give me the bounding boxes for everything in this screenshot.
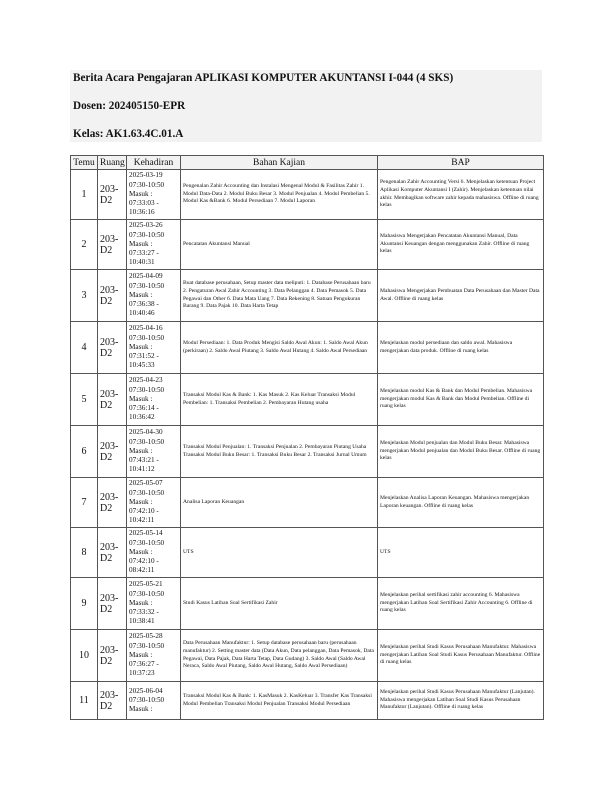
bap-cell: UTS <box>378 528 544 578</box>
kehadiran-line: 07:30-10:50 <box>129 695 165 704</box>
ruang-cell: 203-D2 <box>98 220 127 270</box>
kehadiran-line: Masuk : <box>129 189 153 198</box>
table-row <box>71 270 544 322</box>
kehadiran-line: 2025-05-14 <box>129 529 163 538</box>
kehadiran-line: Masuk : <box>129 239 153 248</box>
kehadiran-cell <box>127 270 181 322</box>
temu-cell: 9 <box>71 578 98 630</box>
kehadiran-line: 07:33:27 - <box>129 249 159 258</box>
kehadiran-line: 07:31:52 - <box>129 352 159 361</box>
kehadiran-line: 07:30-10:50 <box>129 641 165 650</box>
ruang-cell: 203-D2 <box>98 322 127 374</box>
bap-cell: Menjelaskan perihal sertifikasi zahir accounting 6. Mahasiswa mengerjakan Latihan Soal Sertifikasi Zahir Accounting 6. Offline di ruang kelas <box>378 578 544 630</box>
kehadiran-line: Masuk : <box>129 342 153 351</box>
bap-cell: Pengenalan Zahir Accounting Versi 6. Menjelaskan ketentuan Project Aplikasi Komputer Akuntansi I (Zahir). Menjelaskan ketentuan nilai akhir. Membagikan software zahir kepada mahasiswa. Offline di ruang kelas <box>378 170 544 220</box>
kehadiran-line: 10:40:31 <box>129 258 155 267</box>
kehadiran-line: Masuk : <box>129 394 153 403</box>
kehadiran-line: 2025-05-28 <box>129 632 163 641</box>
bahan-kajian-cell: UTS <box>181 528 378 578</box>
temu-cell: 1 <box>71 170 98 220</box>
kehadiran-line: 2025-04-16 <box>129 324 163 333</box>
kehadiran-line: 10:45:33 <box>129 361 155 370</box>
ruang-cell: 203-D2 <box>98 682 127 720</box>
table-row <box>71 322 544 374</box>
bap-cell: Menjelaskan Analisa Laporan Keuangan. Mahasiswa mengerjakan Laporan keuangan. Offline di ruang kelas <box>378 478 544 528</box>
kehadiran-line: 07:33:03 - <box>129 199 159 208</box>
bahan-kajian-cell: Analisa Laporan Keuangan <box>181 478 378 528</box>
kehadiran-cell <box>127 374 181 426</box>
ruang-cell: 203-D2 <box>98 528 127 578</box>
kehadiran-line: Masuk : <box>129 497 153 506</box>
kehadiran-line: 07:33:32 - <box>129 608 159 617</box>
lecturer-label: Dosen: 202405150-EPR <box>73 100 186 112</box>
kehadiran-line: 07:30-10:50 <box>129 589 165 598</box>
kehadiran-line: 07:42:10 - <box>129 507 159 516</box>
kehadiran-line: 08:42:11 <box>129 566 155 575</box>
table-row <box>71 682 544 720</box>
table-header-row <box>71 156 544 170</box>
kehadiran-line: 2025-04-30 <box>129 428 163 437</box>
kehadiran-cell <box>127 170 181 220</box>
column-header-ruang: Ruang <box>98 156 127 170</box>
temu-cell: 2 <box>71 220 98 270</box>
class-label: Kelas: AK1.63.4C.01.A <box>73 128 184 140</box>
bahan-kajian-cell: Studi Kasus Latihan Soal Sertifikasi Zahir <box>181 578 378 630</box>
temu-cell: 4 <box>71 322 98 374</box>
table-row <box>71 170 544 220</box>
kehadiran-line: Masuk : <box>129 705 153 714</box>
kehadiran-line: 10:38:41 <box>129 617 155 626</box>
bahan-kajian-cell: Buat database perusahaan, Setup master data meliputi: 1. Database Perusahaan baru 2. Pengaturan Awal Zahir Accounting 3. Data Pelanggan 4. Data Pemasok 5. Data Pegawai dan Other 6. Data Mata Uang 7. Data Rekening 8. Satuan Pengukuran Barang 9. Data Pajak 10. Data Harta Tetap <box>181 270 378 322</box>
bap-cell: Menjelaskan modul Kas & Bank dan Modul Pembelian. Mahasiswa mengerjakan modul Kas & Bank dan Modul Pembelian. Offline di ruang kelas <box>378 374 544 426</box>
kehadiran-line: Masuk : <box>129 446 153 455</box>
kehadiran-line: 2025-05-07 <box>129 479 163 488</box>
ruang-cell: 203-D2 <box>98 426 127 478</box>
kehadiran-line: 10:36:16 <box>129 208 155 217</box>
kehadiran-line: 07:30-10:50 <box>129 333 165 342</box>
kehadiran-line: 07:30-10:50 <box>129 385 165 394</box>
kehadiran-cell <box>127 682 181 720</box>
bap-cell: Menjelaskan perihal Studi Kasus Perusahaan Manufaktur. Mahasiswa mengerjakan Latihan Soal Studi Kasus Perusahaan Manufaktur. Offline di ruang kelas <box>378 630 544 682</box>
table-row <box>71 426 544 478</box>
table-row <box>71 630 544 682</box>
table-row <box>71 528 544 578</box>
bap-cell: Mahasiswa Mengerjakan Pencatatan Akuntansi Manual, Data Akuntansi Keuangan dengan menggunakan Zahir. Offline di ruang kelas <box>378 220 544 270</box>
ruang-cell: 203-D2 <box>98 630 127 682</box>
kehadiran-line: Masuk : <box>129 650 153 659</box>
ruang-cell: 203-D2 <box>98 270 127 322</box>
column-header-bap: BAP <box>378 156 544 170</box>
table-body <box>71 170 544 720</box>
attendance-table <box>70 155 544 720</box>
kehadiran-line: 07:30-10:50 <box>129 230 165 239</box>
kehadiran-line: 2025-05-21 <box>129 580 163 589</box>
temu-cell: 3 <box>71 270 98 322</box>
column-header-bahan-kajian: Bahan Kajian <box>181 156 378 170</box>
kehadiran-cell <box>127 322 181 374</box>
column-header-kehadiran: Kehadiran <box>127 156 181 170</box>
kehadiran-line: 07:36:38 - <box>129 300 159 309</box>
bahan-kajian-cell: Transaksi Modul Kas & Bank: 1. KasMasuk 2. KasKeluar 3. Transfer Kas Transaksi Modul Pembelian Transaksi Modul Penjualan Transaksi Modul Persediaan <box>181 682 378 720</box>
bap-cell: Menjelaskan Modul penjualan dan Modul Buku Besar. Mahasiswa mengerjakan Modul penjualan dan Modul Buku Besar. Offline di ruang kelas <box>378 426 544 478</box>
temu-cell: 7 <box>71 478 98 528</box>
kehadiran-line: 07:30-10:50 <box>129 488 165 497</box>
kehadiran-line: 07:43:21 - <box>129 456 159 465</box>
kehadiran-line: Masuk : <box>129 547 153 556</box>
kehadiran-line: Masuk : <box>129 290 153 299</box>
document-title: Berita Acara Pengajaran APLIKASI KOMPUTER AKUNTANSI I-044 (4 SKS) <box>73 72 454 84</box>
bap-cell: Menjelaskan perihal Studi Kasus Perusahaan Manufaktur (Lanjutan). Mahasiswa mengerjakan Latihan Soal Studi Kasus Perusahaan Manufaktur (Lanjutan). Offline di ruang kelas <box>378 682 544 720</box>
temu-cell: 6 <box>71 426 98 478</box>
ruang-cell: 203-D2 <box>98 478 127 528</box>
kehadiran-line: 07:36:27 - <box>129 660 159 669</box>
bahan-kajian-cell: Pencatatan Akuntansi Manual <box>181 220 378 270</box>
kehadiran-line: 2025-04-23 <box>129 376 163 385</box>
temu-cell: 10 <box>71 630 98 682</box>
kehadiran-line: 10:42:11 <box>129 516 155 525</box>
kehadiran-cell <box>127 478 181 528</box>
column-header-temu: Temu <box>71 156 98 170</box>
kehadiran-line: Masuk : <box>129 598 153 607</box>
table-row <box>71 578 544 630</box>
bahan-kajian-cell: Transaksi Modul Kas & Bank: 1. Kas Masuk 2. Kas Keluar Transaksi Modul Pembelian: 1. Transaksi Pembelian 2. Pembayaran Hutang usaha <box>181 374 378 426</box>
kehadiran-line: 2025-06-04 <box>129 686 163 695</box>
kehadiran-line: 10:41:12 <box>129 465 155 474</box>
table-row <box>71 374 544 426</box>
bahan-kajian-cell: Pengenalan Zahir Accounting dan Instalasi Mengenal Modul & Fasilitas Zahir 1. Modul Data-Data 2. Modul Buku Besar 3. Modul Penjualan 4. Modul Pembelian 5. Modul Kas &Bank 6. Modul Persediaan 7. Modul Laporan <box>181 170 378 220</box>
bap-cell: Mahasiswa Mengerjakan Pembuatan Data Perusahaan dan Master Data Awal. Offline di ruang kelas <box>378 270 544 322</box>
ruang-cell: 203-D2 <box>98 374 127 426</box>
temu-cell: 5 <box>71 374 98 426</box>
kehadiran-line: 10:40:46 <box>129 309 155 318</box>
kehadiran-line: 2025-03-19 <box>129 171 163 180</box>
kehadiran-cell <box>127 528 181 578</box>
kehadiran-cell <box>127 630 181 682</box>
kehadiran-cell <box>127 220 181 270</box>
kehadiran-line: 07:30-10:50 <box>129 180 165 189</box>
kehadiran-cell <box>127 426 181 478</box>
kehadiran-line: 10:36:42 <box>129 413 155 422</box>
kehadiran-line: 10:37:23 <box>129 669 155 678</box>
kehadiran-line: 07:30-10:50 <box>129 437 165 446</box>
kehadiran-line: 2025-03-26 <box>129 221 163 230</box>
kehadiran-line: 2025-04-09 <box>129 272 163 281</box>
table-row <box>71 478 544 528</box>
kehadiran-line: 07:30-10:50 <box>129 538 165 547</box>
bap-cell: Menjelaskan modul persediaan dan saldo awal. Mahasiswa mengerjakan data produk. Offline di ruang kelas <box>378 322 544 374</box>
bahan-kajian-cell: Transaksi Modul Penjualan: 1. Transaksi Penjualan 2. Pembayaran Piutang Usaha Transaksi Modul Buku Besar: 1. Transaksi Buku Besar 2. Transaksi Jurnal Umum <box>181 426 378 478</box>
bahan-kajian-cell: Modul Persediaan: 1. Data Produk Mengisi Saldo Awal Akun: 1. Saldo Awal Akun (perkiraan) 2. Saldo Awal Piutang 3. Saldo Awal Hutang 4. Saldo Awal Persediaan <box>181 322 378 374</box>
ruang-cell: 203-D2 <box>98 170 127 220</box>
table-row <box>71 220 544 270</box>
bahan-kajian-cell: Data Perusahaan Manufaktur: 1. Setup database perusahaan baru (perusahaan manufaktur) 2. Setting master data (Data Akun, Data pelanggan, Data Pemasok, Data Pegawai, Data Pajak, Data Harta Tetap, Data Gudang) 3. Saldo Awal (Saldo Awal Neraca, Saldo Awal Piutang, Saldo Awal Hutang, Saldo Awal Persediaan) <box>181 630 378 682</box>
kehadiran-cell <box>127 578 181 630</box>
kehadiran-line: 07:30-10:50 <box>129 281 165 290</box>
kehadiran-line: 07:42:10 - <box>129 557 159 566</box>
kehadiran-line: 07:36:14 - <box>129 404 159 413</box>
temu-cell: 11 <box>71 682 98 720</box>
temu-cell: 8 <box>71 528 98 578</box>
ruang-cell: 203-D2 <box>98 578 127 630</box>
